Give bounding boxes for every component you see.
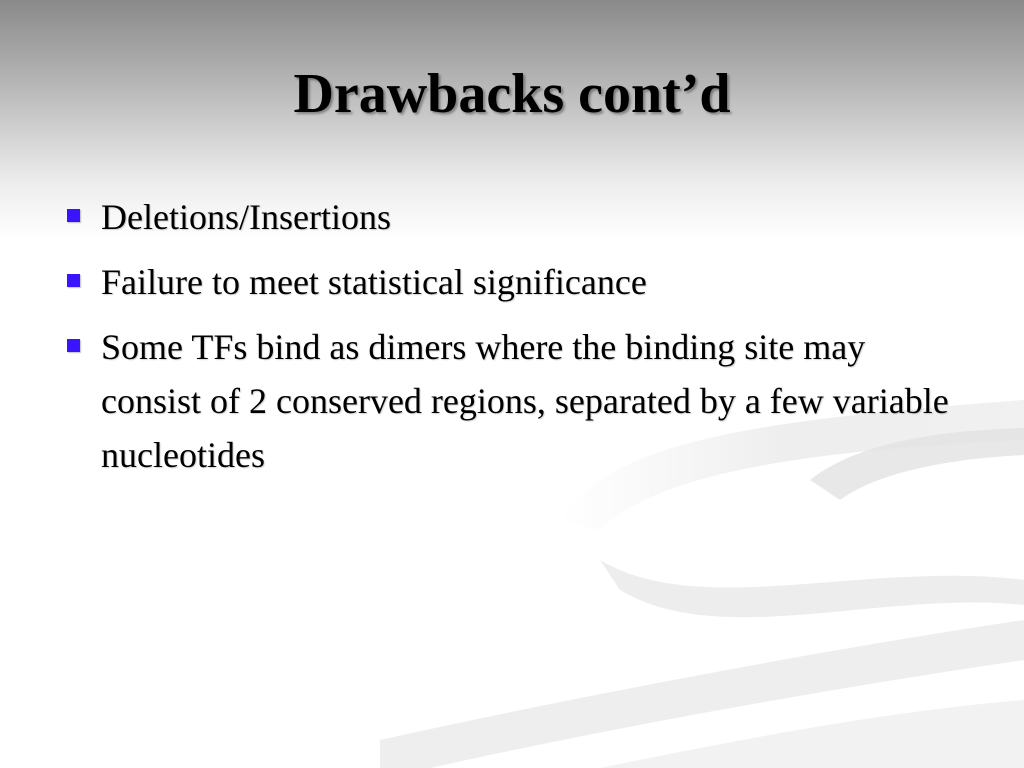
bullet-item bbox=[64, 255, 964, 309]
bullet-item bbox=[64, 190, 964, 244]
square-bullet-icon bbox=[67, 209, 80, 222]
square-bullet-icon bbox=[67, 274, 80, 287]
bullet-text: Deletions/Insertions bbox=[101, 197, 391, 237]
bullet-list bbox=[64, 190, 964, 493]
slide-title: Drawbacks cont’d bbox=[293, 63, 731, 125]
bullet-item bbox=[64, 320, 964, 482]
bullet-text: Some TFs bind as dimers where the binding site may consist of 2 conserved regions, separated by a few variable nucleotides bbox=[101, 327, 949, 475]
bullet-text: Failure to meet statistical significance bbox=[101, 262, 647, 302]
square-bullet-icon bbox=[67, 339, 80, 352]
